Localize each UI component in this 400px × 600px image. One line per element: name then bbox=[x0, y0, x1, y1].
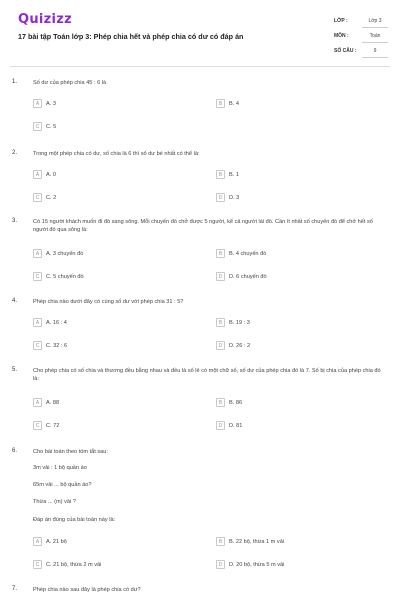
option-b[interactable] bbox=[216, 318, 250, 327]
option-a[interactable] bbox=[33, 170, 56, 179]
question-text: Cho phép chia có số chia và thương đều bằng nhau và đều là số lẻ có một chữ số, số dư của phép chia đó là 7. Số bị chia của phép chia đó là: bbox=[33, 368, 381, 383]
option-text: A. 0 bbox=[46, 171, 56, 178]
option-text: B. 19 : 3 bbox=[229, 319, 250, 326]
question-line: 65m vải ... bộ quần áo? bbox=[33, 482, 92, 488]
meta-subject-label: MÔN : bbox=[334, 33, 349, 39]
question-line: Đáp án đúng của bài toán này là: bbox=[33, 517, 116, 523]
option-letter-box: B bbox=[216, 99, 225, 108]
option-text: D. 20 bộ, thừa 5 m vải bbox=[229, 561, 285, 568]
option-text: D. 3 bbox=[229, 194, 240, 201]
option-letter-box: B bbox=[216, 249, 225, 258]
option-c[interactable] bbox=[33, 421, 59, 430]
option-text: A. 16 : 4 bbox=[46, 319, 67, 326]
option-a[interactable] bbox=[33, 99, 56, 108]
option-letter-box: A bbox=[33, 537, 42, 546]
option-letter-box: C bbox=[33, 272, 42, 281]
option-text: C. 2 bbox=[46, 194, 57, 201]
option-text: A. 3 chuyến đò bbox=[46, 250, 84, 257]
option-b[interactable] bbox=[216, 170, 239, 179]
meta-grade-value: Lớp 3 bbox=[368, 18, 382, 24]
question-number: 7. bbox=[12, 586, 18, 592]
worksheet-title: 17 bài tập Toán lớp 3: Phép chia hết và phép chia có dư có đáp án bbox=[18, 32, 244, 41]
option-text: C. 21 bộ, thừa 2 m vải bbox=[46, 561, 102, 568]
option-text: D. 6 chuyến đò bbox=[229, 273, 267, 280]
option-text: B. 86 bbox=[229, 399, 243, 406]
option-letter-box: A bbox=[33, 249, 42, 258]
option-text: C. 72 bbox=[46, 422, 60, 429]
question-text: Số dư của phép chia 45 : 6 là bbox=[33, 80, 107, 86]
option-a[interactable] bbox=[33, 318, 67, 327]
question-text: Cho bài toán theo tóm tắt sau: bbox=[33, 449, 108, 455]
option-b[interactable] bbox=[216, 99, 239, 108]
option-letter-box: A bbox=[33, 99, 42, 108]
meta-count-label: SỐ CÂU : bbox=[334, 48, 357, 54]
option-letter-box: D bbox=[216, 193, 225, 202]
quizizz-logo: Quizizz bbox=[18, 12, 73, 27]
option-letter-box: D bbox=[216, 560, 225, 569]
header-divider bbox=[10, 66, 390, 67]
question-number: 3. bbox=[12, 218, 18, 224]
meta-grade-underline bbox=[362, 27, 388, 28]
option-letter-box: D bbox=[216, 421, 225, 430]
meta-count-value: 9 bbox=[373, 48, 377, 54]
question-text: Phép chia nào sau đây là phép chia có dư? bbox=[33, 587, 141, 593]
option-c[interactable] bbox=[33, 272, 84, 281]
option-b[interactable] bbox=[216, 537, 284, 546]
meta-subject-value: Toán bbox=[369, 33, 381, 39]
option-letter-box: C bbox=[33, 193, 42, 202]
question-number: 2. bbox=[12, 150, 18, 156]
option-d[interactable] bbox=[216, 272, 267, 281]
option-a[interactable] bbox=[33, 537, 67, 546]
option-d[interactable] bbox=[216, 341, 250, 350]
option-a[interactable] bbox=[33, 398, 59, 407]
option-d[interactable] bbox=[216, 193, 239, 202]
question-text: Có 15 người khách muốn đi đò sang sông. Mỗi chuyến đò chở được 5 người, kể cả người lái đò. Cần ít nhất số chuyến đò để chở hết số người đó qua sông là: bbox=[33, 219, 373, 234]
option-letter-box: A bbox=[33, 318, 42, 327]
option-c[interactable] bbox=[33, 341, 67, 350]
option-letter-box: B bbox=[216, 537, 225, 546]
option-letter-box: A bbox=[33, 398, 42, 407]
question-number: 1. bbox=[12, 79, 18, 85]
option-d[interactable] bbox=[216, 560, 284, 569]
question-number: 6. bbox=[12, 448, 18, 454]
option-text: C. 5 bbox=[46, 123, 57, 130]
option-text: B. 1 bbox=[229, 171, 239, 178]
meta-subject-underline bbox=[362, 42, 388, 43]
option-c[interactable] bbox=[33, 193, 56, 202]
question-line: Thừa ... (m) vải ? bbox=[33, 499, 76, 505]
option-letter-box: B bbox=[216, 170, 225, 179]
option-text: A. 3 bbox=[46, 100, 56, 107]
option-text: D. 81 bbox=[229, 422, 243, 429]
option-text: A. 88 bbox=[46, 399, 60, 406]
option-text: D. 26 : 2 bbox=[229, 342, 251, 349]
meta-grade-label: LỚP : bbox=[334, 18, 348, 24]
option-letter-box: B bbox=[216, 398, 225, 407]
option-c[interactable] bbox=[33, 122, 56, 131]
question-text: Trong một phép chia có dư, số chia là 6 thì số dư bé nhất có thể là: bbox=[33, 151, 200, 157]
option-c[interactable] bbox=[33, 560, 101, 569]
option-letter-box: C bbox=[33, 560, 42, 569]
option-letter-box: C bbox=[33, 122, 42, 131]
option-a[interactable] bbox=[33, 249, 83, 258]
option-b[interactable] bbox=[216, 398, 242, 407]
question-text: Phép chia nào dưới đây có cùng số dư với phép chia 31 : 5? bbox=[33, 299, 184, 305]
option-text: C. 32 : 6 bbox=[46, 342, 68, 349]
option-text: B. 4 bbox=[229, 100, 239, 107]
option-letter-box: B bbox=[216, 318, 225, 327]
question-line: 3m vải : 1 bộ quần áo bbox=[33, 465, 87, 471]
option-text: A. 21 bộ bbox=[46, 538, 67, 545]
option-letter-box: C bbox=[33, 421, 42, 430]
option-letter-box: C bbox=[33, 341, 42, 350]
option-d[interactable] bbox=[216, 421, 242, 430]
question-number: 5. bbox=[12, 367, 18, 373]
question-number: 4. bbox=[12, 298, 18, 304]
option-letter-box: D bbox=[216, 272, 225, 281]
option-text: B. 4 chuyến đò bbox=[229, 250, 267, 257]
option-text: C. 5 chuyến đò bbox=[46, 273, 84, 280]
option-letter-box: A bbox=[33, 170, 42, 179]
meta-count-underline bbox=[362, 57, 388, 58]
option-text: B. 22 bộ, thừa 1 m vải bbox=[229, 538, 285, 545]
option-letter-box: D bbox=[216, 341, 225, 350]
option-b[interactable] bbox=[216, 249, 266, 258]
